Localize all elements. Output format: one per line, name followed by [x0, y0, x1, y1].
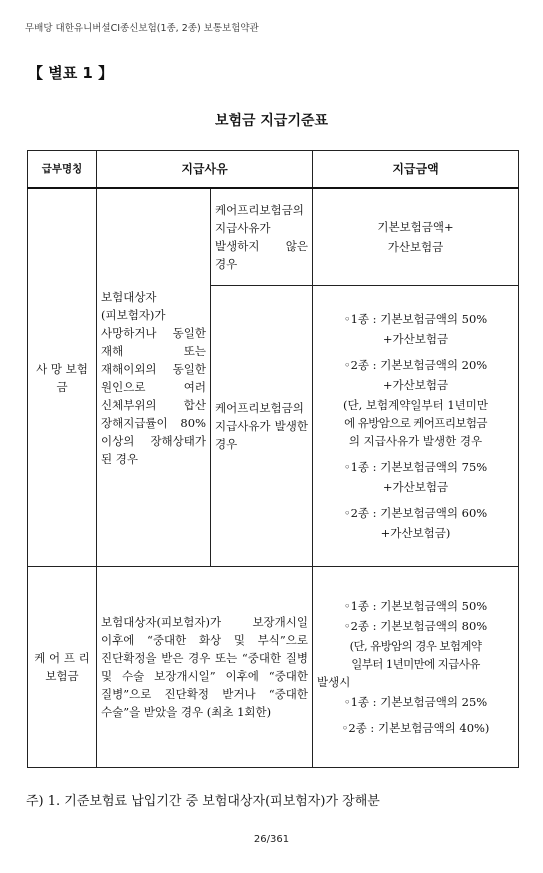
- column-header-reason: 지급사유: [97, 151, 313, 189]
- amount-line: ◦1종 : 기본보험금액의 50%: [343, 312, 488, 326]
- amount-line: 가산보험금: [387, 240, 444, 254]
- amount-line: 기본보험금액+: [377, 220, 454, 234]
- death-amount-2: [313, 286, 519, 567]
- amount-line: (단, 보험계약일부터 1년미만: [343, 398, 488, 412]
- amount-line: 발생시: [317, 675, 351, 689]
- carefree-amount: [313, 567, 519, 768]
- footnote: 주) 1. 기준보험료 납입기간 중 보험대상자(피보험자)가 장해분: [26, 794, 380, 809]
- benefit-name-death: 사 망 보험금: [28, 188, 97, 567]
- page-number: 26/361: [253, 834, 290, 845]
- table-header-row: [28, 151, 519, 189]
- amount-line: ◦1종 : 기본보험금액의 75%: [343, 460, 488, 474]
- page-title: 보험금 지급기준표: [214, 113, 329, 129]
- amount-line: 일부터 1년미만에 지급사유: [351, 657, 480, 671]
- amount-line: +가산보험금: [382, 332, 449, 346]
- amount-line: ◦2종 : 기본보험금액의 60%: [343, 506, 488, 520]
- column-header-benefit: 급부명칭: [28, 151, 97, 189]
- carefree-reason-cell: 보험대상자(피보험자)가 보장개시일 이후에 “중대한 화상 및 부식”으로 진단확정을 받은 경우 또는 “중대한 질병 및 수술 보장개시일” 이후에 “중대한 질병”으로 진단확정 받거나 “중대한 수술”을 받았을 경우 (최초 1회한): [97, 567, 313, 768]
- amount-line: ◦1종 : 기본보험금액의 25%: [343, 695, 488, 709]
- amount-line: ◦2종 : 기본보험금액의 40%): [341, 721, 490, 735]
- table-row-death-a: [28, 188, 519, 286]
- amount-line: +가산보험금: [382, 378, 449, 392]
- amount-line: 에 유방암으로 케어프리보험금: [344, 416, 487, 430]
- benefit-name-carefree: 케 어 프 리 보험금: [28, 567, 97, 768]
- benefit-table: [27, 150, 519, 768]
- death-amount-1: [313, 188, 519, 286]
- death-reason-cell: 보험대상자(피보험자)가 사망하거나 동일한 재해 또는 재해이외의 동일한 원인으로 여러 신체부위의 합산 장해지급률이 80% 이상의 장해상태가 된 경우: [97, 188, 211, 567]
- amount-line: +가산보험금: [382, 480, 449, 494]
- death-subcondition-2: 케어프리보험금의 지급사유가 발생한 경우: [211, 286, 313, 567]
- amount-line: ◦1종 : 기본보험금액의 50%: [343, 599, 488, 613]
- death-subcondition-1: 케어프리보험금의 지급사유가 발생하지 않은 경우: [211, 188, 313, 286]
- column-header-amount: 지급금액: [313, 151, 519, 189]
- document-header: 무배당 대한유니버셜CI종신보험(1종, 2종) 보통보험약관: [25, 23, 259, 34]
- amount-line: ◦2종 : 기본보험금액의 80%: [343, 619, 488, 633]
- amount-line: +가산보험금): [380, 526, 451, 540]
- appendix-label: 【 별표 1 】: [28, 64, 114, 82]
- table-row-carefree: [28, 567, 519, 768]
- amount-line: ◦2종 : 기본보험금액의 20%: [343, 358, 488, 372]
- amount-line: 의 지급사유가 발생한 경우: [348, 434, 483, 448]
- amount-line: (단, 유방암의 경우 보험계약: [349, 639, 482, 653]
